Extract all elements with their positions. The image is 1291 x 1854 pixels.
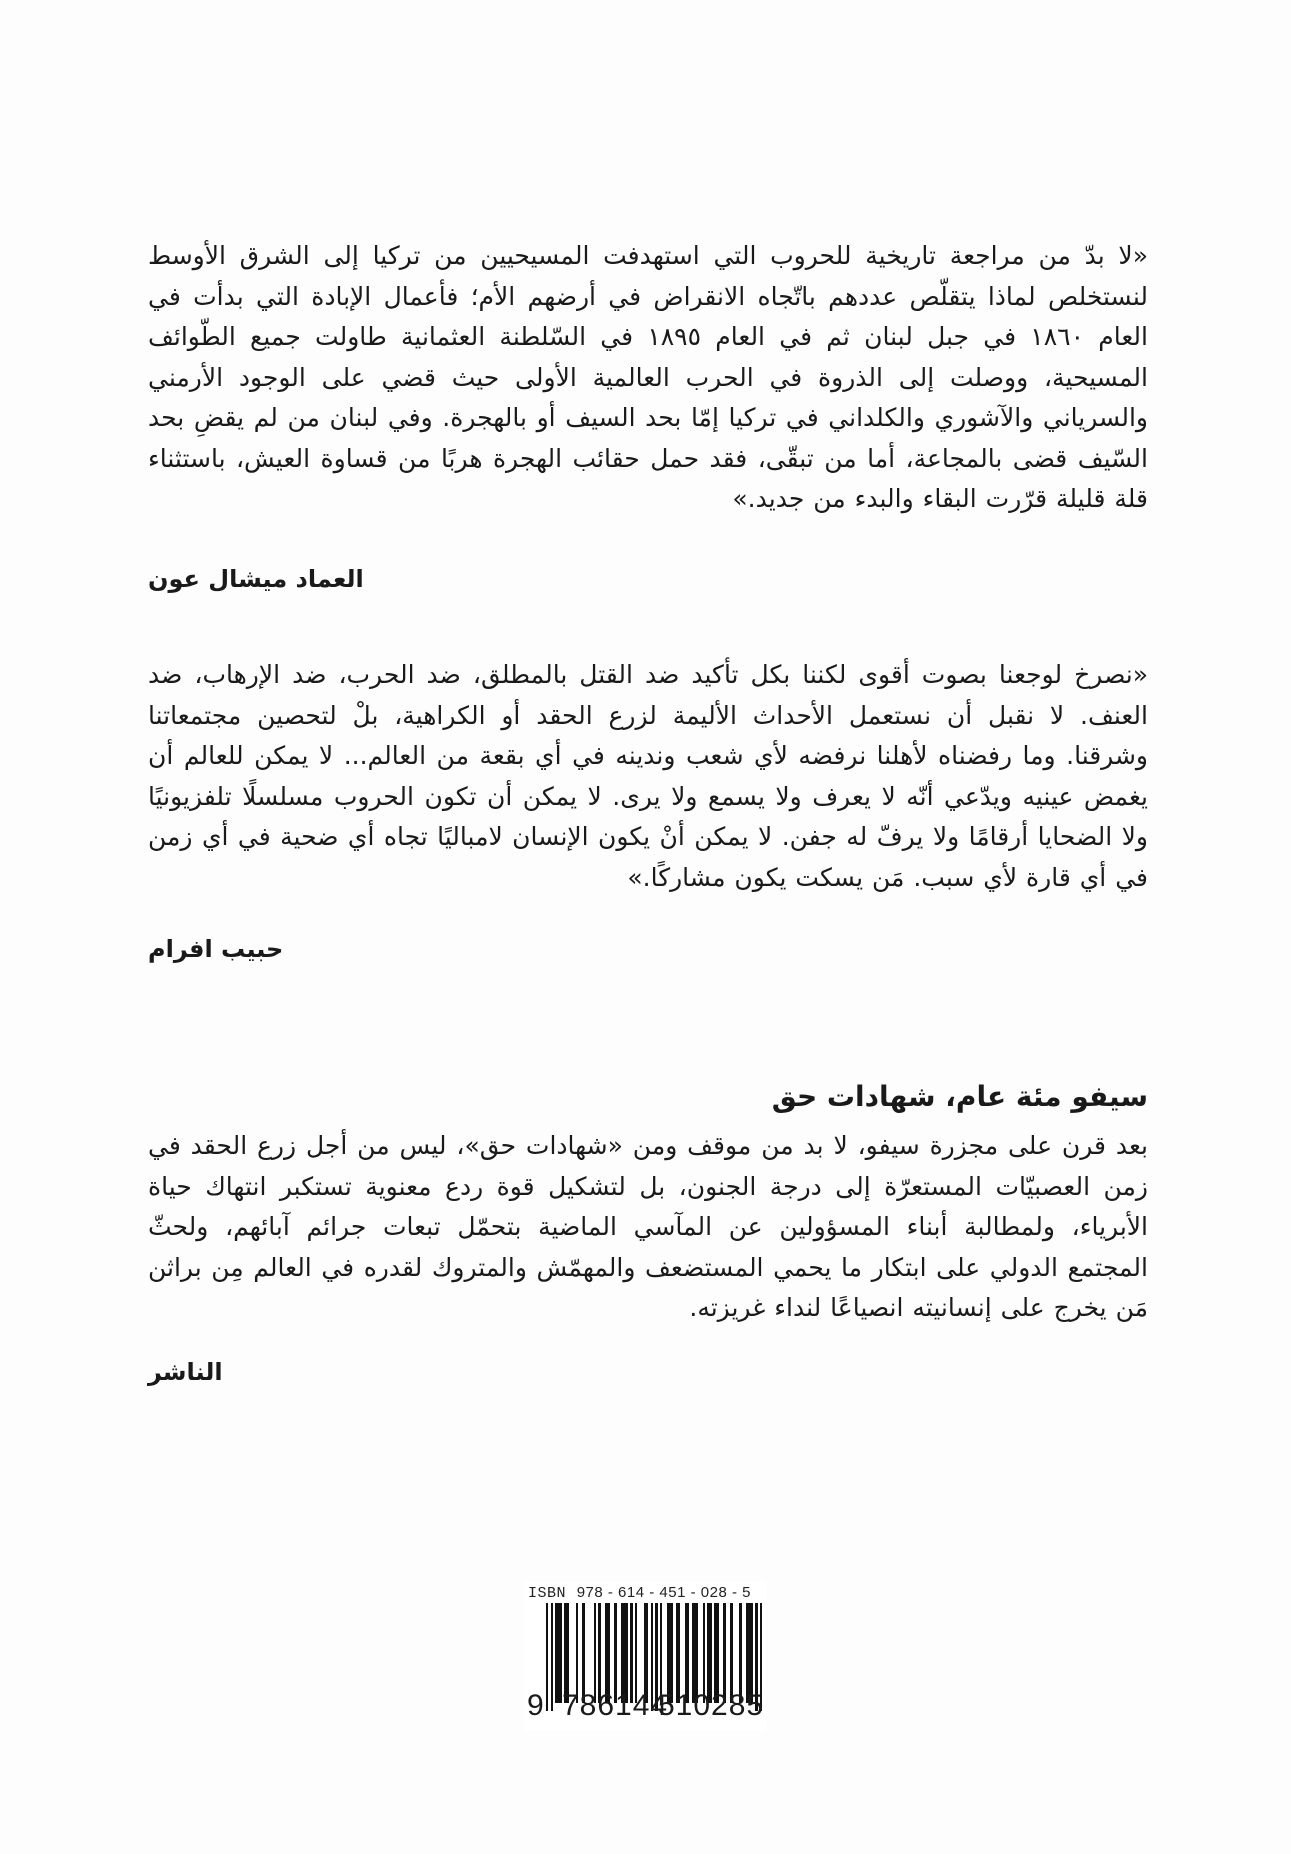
section-heading-row [148, 1080, 1148, 1113]
barcode-bar [660, 1603, 662, 1703]
publisher-statement [148, 1126, 1148, 1329]
quote-afram-author-row [148, 935, 1148, 963]
barcode-guard-bar [551, 1603, 553, 1711]
quote-aoun [148, 236, 1148, 520]
publisher-statement-text: بعد قرن على مجزرة سيفو، لا بد من موقف ومن «شهادات حق»، ليس من أجل زرع الحقد في زمن العصبيّات المستعرّة إلى درجة الجنون، بل لتشكيل قوة ردع معنوية تستكبر انتهاك حياة الأبرياء، ولمطالبة أبناء المسؤولين عن المآسي الماضية بتحمّل تبعات جرائم آبائهم، ولحثّ المجتمع الدولي على ابتكار ما يحمي المستضعف والمهمّش والمتروك لقدره في العالم مِن براثن مَن يخرج على إنسانيته انصياعًا لنداء غريزته. [148, 1131, 1148, 1322]
isbn-line [528, 1584, 751, 1602]
quote-aoun-author: العماد ميشال عون [148, 565, 364, 593]
quote-afram-author: حبيب افرام [148, 935, 284, 963]
isbn-number: 978 - 614 - 451 - 028 - 5 [576, 1584, 751, 1601]
barcode-bar [646, 1603, 648, 1703]
barcode-bar [594, 1603, 596, 1703]
barcode-bar [717, 1603, 719, 1703]
barcode-bar [582, 1603, 584, 1703]
barcode-digits-left: 786144 [562, 1689, 669, 1722]
barcode-bar [560, 1603, 562, 1703]
barcode-bar [626, 1603, 628, 1703]
barcode-bar [635, 1603, 637, 1703]
barcode-bar [598, 1603, 600, 1703]
barcode-bar [710, 1603, 712, 1703]
isbn-barcode [524, 1581, 766, 1731]
barcode-guard-bar [546, 1603, 548, 1711]
barcode-bar [576, 1603, 578, 1703]
publisher-signature: الناشر [148, 1358, 223, 1386]
isbn-label: ISBN [528, 1585, 567, 1602]
quote-afram [148, 655, 1148, 898]
quote-aoun-text: «لا بدّ من مراجعة تاريخية للحروب التي استهدفت المسيحيين من تركيا إلى الشرق الأوسط لنستخلص لماذا يتقلّص عددهم باتّجاه الانقراض في أرضهم الأم؛ فأعمال الإبادة التي بدأت في العام ١٨٦٠ في جبل لبنان ثم في العام ١٨٩٥ في السّلطنة العثمانية طاولت جميع الطّوائف المسيحية، ووصلت إلى الذروة في الحرب العالمية الأولى حيث قضي على الوجود الأرمني والسرياني والآشوري والكلداني في تركيا إمّا بحد السيف أو بالهجرة. وفي لبنان من لم يقضِ بحد السّيف قضى بالمجاعة، أما من تبقّى، فقد حمل حقائب الهجرة هربًا من قساوة العيش، باستثناء قلة قليلة قرّرت البقاء والبدء من جديد.» [148, 241, 1148, 513]
barcode-bar [630, 1603, 632, 1703]
barcode-bar [678, 1603, 680, 1703]
barcode-bar [696, 1603, 698, 1703]
section-heading: سيفو مئة عام، شهادات حق [771, 1080, 1148, 1113]
barcode-bar [614, 1603, 616, 1703]
barcode-bar [739, 1603, 741, 1703]
quote-afram-text: «نصرخ لوجعنا بصوت أقوى لكننا بكل تأكيد ضد القتل بالمطلق، ضد الحرب، ضد الإرهاب، ضد العنف. لا نقبل أن نستعمل الأحداث الأليمة لزرع الحقد أو الكراهية، بلْ لتحصين مجتمعاتنا وشرقنا. وما رفضناه لأهلنا نرفضه لأي شعب وندينه في أي بقعة من العالم... لا يمكن للعالم أن يغمض عينيه ويدّعي أنّه لا يعرف ولا يسمع ولا يرى. لا يمكن أن تكون الحروب مسلسلًا تلفزيونيًا ولا الضحايا أرقامًا ولا يرفّ له جفن. لا يمكن أنْ يكون الإنسان لامباليًا تجاه أي ضحية في أي زمن في أي قارة لأي سبب. مَن يسكت يكون مشاركًا.» [148, 660, 1148, 892]
barcode-bar [703, 1603, 705, 1703]
barcode-bar [723, 1603, 725, 1703]
barcode-bar [671, 1603, 673, 1703]
barcode-bar [687, 1603, 689, 1703]
barcode-bar [607, 1603, 609, 1703]
quote-aoun-author-row [148, 565, 1148, 593]
barcode-bar [566, 1603, 568, 1703]
barcode-bar [730, 1603, 732, 1703]
barcode-bar [751, 1603, 753, 1703]
barcode-digits-right: 510285 [658, 1689, 765, 1722]
barcode-digit-first: 9 [527, 1689, 545, 1722]
publisher-signature-row [148, 1358, 1148, 1386]
